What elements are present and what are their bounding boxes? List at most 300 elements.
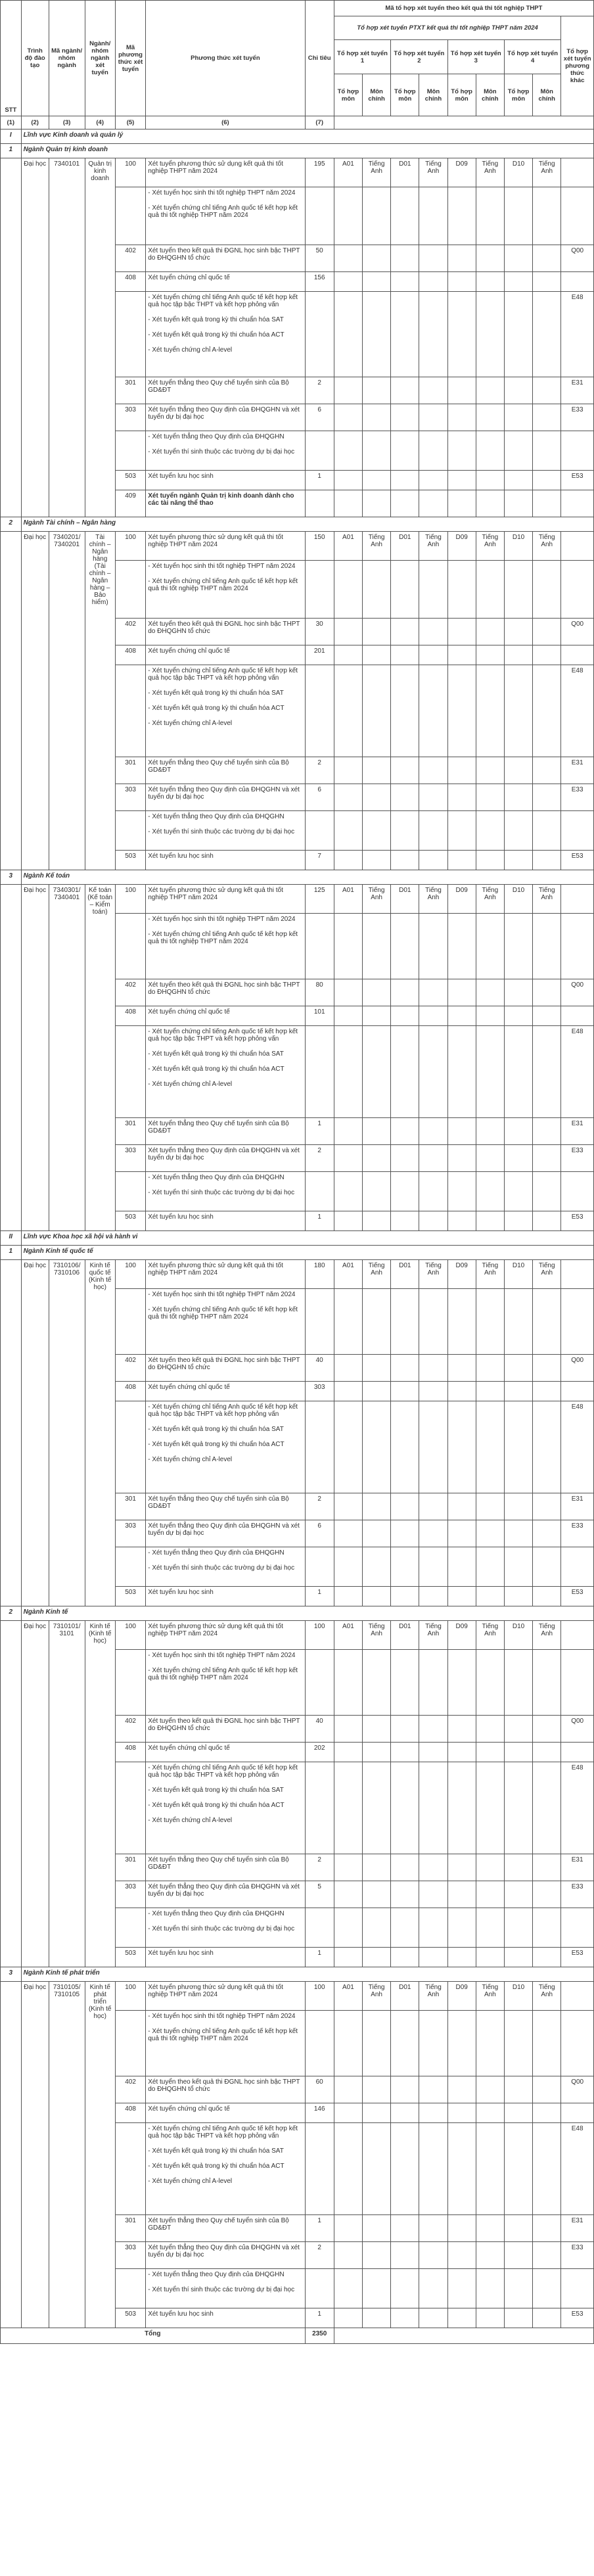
main-subject-cell [533,1743,561,1762]
main-subject-cell [363,1547,391,1587]
main-subject-cell [419,2076,447,2103]
other-combo-cell: E48 [561,1401,594,1493]
method-desc-line: Xét tuyển thẳng theo Quy định của ĐHQGHN và xét tuyển dự bị đại học [148,1522,300,1537]
main-subject-cell: Tiếng Anh [533,1260,561,1289]
subject-combo-cell [447,2242,476,2269]
main-subject-cell: Tiếng Anh [419,532,447,561]
subject-combo-cell [334,851,362,870]
main-subject-cell [363,645,391,665]
main-subject-cell [363,1587,391,1606]
subject-combo-cell: A01 [334,885,362,914]
method-desc-line: Xét tuyển phương thức sử dụng kết quả thi tốt nghiệp THPT năm 2024 [148,887,283,901]
subject-combo-cell [447,1289,476,1355]
method-desc-cell [146,1211,305,1231]
subject-combo-cell [391,1948,419,1967]
quota-cell [305,1289,334,1355]
method-code-cell: 303 [115,1145,145,1172]
subject-combo-cell [504,665,532,757]
main-subject-cell [363,1650,391,1716]
main-subject-cell [363,292,391,377]
method-desc-line: - Xét tuyển chứng chỉ A-level [148,1081,233,1088]
main-subject-cell [476,1401,504,1493]
method-desc-line: - Xét tuyển thẳng theo Quy định của ĐHQGHN [148,433,285,440]
major-row [1,1606,594,1621]
subject-combo-cell [504,619,532,645]
quota-cell: 7 [305,851,334,870]
method-code-cell: 402 [115,245,145,272]
quota-cell [305,1650,334,1716]
subject-combo-cell [334,1172,362,1211]
main-subject-cell [419,2308,447,2328]
subject-combo-cell [391,979,419,1006]
subject-combo-cell [447,784,476,811]
subject-combo-cell: D10 [504,1260,532,1289]
main-subject-cell [419,979,447,1006]
method-code-cell: 408 [115,2103,145,2123]
stt-cell [1,532,22,870]
main-subject-cell [533,561,561,619]
main-subject-cell [476,292,504,377]
subject-combo-cell [447,757,476,784]
total-value: 2350 [305,2328,334,2344]
subject-combo-cell [447,404,476,431]
subject-combo-cell [504,851,532,870]
main-subject-header: Môn chính [363,74,391,116]
subject-combo-cell [391,1382,419,1401]
method-desc-line: - Xét tuyển học sinh thi tốt nghiệp THPT năm 2024 [148,1291,296,1298]
other-combo-cell [561,272,594,292]
subject-combo-cell [504,1172,532,1211]
main-subject-cell [533,1118,561,1145]
subject-combo-cell: A01 [334,532,362,561]
method-desc-line: - Xét tuyển kết quả trong kỳ thi chuẩn hóa SAT [148,2147,284,2155]
method-desc-cell [146,885,305,914]
subject-combo-cell [504,2123,532,2215]
index-cell: (5) [115,116,145,129]
main-subject-header: Môn chính [533,74,561,116]
method-desc-cell [146,532,305,561]
main-subject-cell: Tiếng Anh [533,885,561,914]
main-subject-cell [419,645,447,665]
main-subject-cell [533,1493,561,1520]
index-cell: (2) [21,116,49,129]
method-code-cell: 409 [115,490,145,517]
main-subject-cell [533,979,561,1006]
method-code-cell: 303 [115,404,145,431]
method-code-cell: 402 [115,619,145,645]
subject-combo-cell [504,645,532,665]
method-desc-cell [146,1948,305,1967]
group-subtitle: Tổ hợp xét tuyển PTXT kết quả thi tốt nghiệp THPT năm 2024 [334,16,561,40]
main-subject-cell [533,2242,561,2269]
method-code-cell: 301 [115,1493,145,1520]
main-subject-cell [476,1881,504,1908]
other-combo-cell: E53 [561,1211,594,1231]
subject-combo-cell [334,1118,362,1145]
subject-combo-cell [504,1881,532,1908]
method-desc-cell [146,1355,305,1382]
main-subject-cell [363,431,391,471]
main-subject-cell [476,1118,504,1145]
main-subject-cell [533,431,561,471]
index-cell: (7) [305,116,334,129]
method-desc-cell [146,292,305,377]
major-code-cell: 7340101 [49,158,85,517]
quota-cell: 1 [305,2215,334,2242]
subject-combo-header: Tổ hợp môn [447,74,476,116]
major-name: Ngành Kế toán [21,870,593,885]
main-subject-cell [363,245,391,272]
subject-combo-cell [447,1881,476,1908]
subject-combo-cell [334,665,362,757]
col-major: Ngành/ nhóm ngành xét tuyển [85,1,115,116]
quota-cell: 2 [305,1145,334,1172]
subject-combo-cell [334,2076,362,2103]
method-code-cell: 100 [115,158,145,187]
main-subject-cell [533,1547,561,1587]
main-subject-cell [533,619,561,645]
method-desc-cell [146,619,305,645]
main-subject-cell: Tiếng Anh [363,158,391,187]
quota-cell: 1 [305,471,334,490]
subject-combo-cell [504,1743,532,1762]
subject-combo-cell [504,404,532,431]
col-major-code: Mã ngành/ nhóm ngành [49,1,85,116]
main-subject-cell: Tiếng Anh [419,1260,447,1289]
major-label-cell: Kế toán (Kế toán – Kiểm toán) [85,885,115,1231]
subject-combo-cell [447,811,476,851]
method-desc-line: - Xét tuyển kết quả trong kỳ thi chuẩn hóa ACT [148,2163,285,2170]
main-subject-cell [419,1172,447,1211]
other-combo-cell: E53 [561,471,594,490]
other-combo-cell [561,1908,594,1948]
major-number: 3 [1,870,22,885]
major-row [1,1246,594,1260]
other-combo-cell [561,1547,594,1587]
subject-combo-cell [504,757,532,784]
quota-cell: 1 [305,2308,334,2328]
main-subject-cell [533,2215,561,2242]
main-subject-cell [476,1716,504,1743]
subject-combo-cell [391,1650,419,1716]
subject-combo-cell [447,245,476,272]
major-number: 2 [1,517,22,532]
method-desc-line: Xét tuyển theo kết quả thi ĐGNL học sinh bậc THPT do ĐHQGHN tổ chức [148,981,300,996]
main-subject-cell [476,851,504,870]
subject-combo-cell: A01 [334,1982,362,2011]
main-subject-cell [419,1355,447,1382]
other-combo-cell: E53 [561,2308,594,2328]
subject-combo-cell [334,1289,362,1355]
subject-combo-cell [391,811,419,851]
subject-combo-cell [447,1382,476,1401]
quota-cell: 1 [305,1211,334,1231]
main-subject-cell: Tiếng Anh [476,1982,504,2011]
method-desc-line: - Xét tuyển thí sinh thuộc các trường dự bị đại học [148,1564,295,1572]
method-desc-line: Xét tuyển chứng chỉ quốc tế [148,1384,230,1391]
subject-combo-cell [391,1587,419,1606]
subject-combo-cell [334,2215,362,2242]
subject-combo-cell [391,1401,419,1493]
quota-cell: 6 [305,1520,334,1547]
main-subject-cell [533,2103,561,2123]
field-row [1,129,594,144]
method-desc-cell [146,1908,305,1948]
method-code-cell: 303 [115,2242,145,2269]
stt-cell [1,1982,22,2328]
main-subject-cell [419,1493,447,1520]
subject-combo-cell [504,1854,532,1881]
main-subject-cell [419,1650,447,1716]
subject-combo-cell [334,561,362,619]
subject-combo-cell [334,2308,362,2328]
main-subject-cell [363,1355,391,1382]
major-label-cell: Kinh tế phát triển (Kinh tế học) [85,1982,115,2328]
main-subject-cell [363,1118,391,1145]
subject-combo-cell [447,1401,476,1493]
method-code-cell: 408 [115,645,145,665]
main-subject-cell [476,1520,504,1547]
method-desc-cell [146,1587,305,1606]
subject-combo-cell: D01 [391,532,419,561]
main-subject-cell [419,757,447,784]
subject-combo-cell [391,292,419,377]
main-subject-cell [476,1493,504,1520]
main-subject-cell [476,490,504,517]
method-code-cell: 408 [115,1743,145,1762]
main-subject-cell [419,2215,447,2242]
subject-combo-cell [391,1211,419,1231]
method-desc-cell [146,1145,305,1172]
method-desc-line: - Xét tuyển thẳng theo Quy định của ĐHQGHN [148,1910,285,1917]
subject-combo-cell [334,2103,362,2123]
col-method-code: Mã phương thức xét tuyển [115,1,145,116]
other-combo-cell: E33 [561,1520,594,1547]
main-subject-cell [533,1382,561,1401]
major-name: Ngành Kinh tế quốc tế [21,1246,593,1260]
main-subject-cell [533,471,561,490]
method-desc-cell [146,2242,305,2269]
subject-combo-cell [504,784,532,811]
subject-combo-cell: A01 [334,158,362,187]
quota-cell: 1 [305,1587,334,1606]
field-row [1,1231,594,1246]
subject-combo-cell [334,1881,362,1908]
method-desc-line: Xét tuyển phương thức sử dụng kết quả thi tốt nghiệp THPT năm 2024 [148,1984,283,1998]
main-subject-cell [419,1382,447,1401]
main-subject-cell [363,2011,391,2076]
subject-combo-cell [447,377,476,404]
subject-combo-cell [447,1716,476,1743]
method-code-cell: 503 [115,1948,145,1967]
quota-cell: 2 [305,377,334,404]
major-code-cell: 7340301/ 7340401 [49,885,85,1231]
subject-combo-cell: D10 [504,1621,532,1650]
method-desc-line: Xét tuyển thẳng theo Quy định của ĐHQGHN và xét tuyển dự bị đại học [148,2244,300,2259]
quota-cell: 1 [305,1118,334,1145]
main-subject-cell [476,561,504,619]
main-subject-cell: Tiếng Anh [476,1260,504,1289]
other-combo-cell [561,431,594,471]
subject-combo-cell [334,1650,362,1716]
quota-cell [305,811,334,851]
subject-combo-cell [504,1211,532,1231]
main-subject-cell [476,1743,504,1762]
main-subject-cell [476,272,504,292]
main-subject-cell [363,561,391,619]
subject-combo-cell [334,377,362,404]
subject-combo-cell [334,1547,362,1587]
method-code-cell [115,1289,145,1355]
main-subject-cell [363,2242,391,2269]
subject-combo-cell [334,1762,362,1854]
method-row [1,1982,594,2011]
main-subject-cell [476,1145,504,1172]
subject-combo-cell [504,2242,532,2269]
subject-combo-cell [504,471,532,490]
method-desc-line: Xét tuyển phương thức sử dụng kết quả thi tốt nghiệp THPT năm 2024 [148,534,283,548]
subject-combo-cell [334,1520,362,1547]
subject-combo-cell [334,1026,362,1118]
method-desc-line: Xét tuyển theo kết quả thi ĐGNL học sinh bậc THPT do ĐHQGHN tổ chức [148,2078,300,2093]
quota-cell [305,292,334,377]
subject-combo-cell: D01 [391,1982,419,2011]
main-subject-cell [363,1382,391,1401]
method-desc-line: - Xét tuyển chứng chỉ tiếng Anh quốc tế kết hợp kết quả thi tốt nghiệp THPT năm 2024 [148,2028,298,2042]
subject-combo-cell [447,1547,476,1587]
subject-combo-cell [447,2123,476,2215]
subject-combo-cell [447,2269,476,2308]
field-number: I [1,129,22,144]
level-cell: Đại học [21,532,49,870]
method-code-cell: 503 [115,1587,145,1606]
method-desc-cell [146,1982,305,2011]
other-combo-cell: Q00 [561,1355,594,1382]
method-desc-cell [146,2215,305,2242]
main-subject-cell [419,1211,447,1231]
subject-combo-cell [504,245,532,272]
method-code-cell: 402 [115,979,145,1006]
subject-combo-header: Tổ hợp môn [391,74,419,116]
total-label: Tổng [1,2328,306,2344]
major-row [1,870,594,885]
subject-combo-cell [391,757,419,784]
method-desc-line: Xét tuyển thẳng theo Quy chế tuyển sinh của Bộ GD&ĐT [148,759,289,774]
subject-combo-cell [447,1650,476,1716]
method-code-cell [115,1401,145,1493]
other-combo-cell [561,2011,594,2076]
subject-combo-cell [391,272,419,292]
method-code-cell: 303 [115,1881,145,1908]
main-subject-cell: Tiếng Anh [419,1621,447,1650]
main-subject-cell: Tiếng Anh [363,1260,391,1289]
method-desc-cell [146,1172,305,1211]
subject-combo-cell [391,187,419,245]
main-subject-cell: Tiếng Anh [419,158,447,187]
subject-combo-cell [391,2076,419,2103]
method-desc-line: Xét tuyển chứng chỉ quốc tế [148,2105,230,2113]
main-subject-cell [419,665,447,757]
method-desc-line: - Xét tuyển chứng chỉ tiếng Anh quốc tế kết hợp kết quả thi tốt nghiệp THPT năm 2024 [148,931,298,945]
main-subject-cell: Tiếng Anh [419,1982,447,2011]
method-desc-line: - Xét tuyển chứng chỉ A-level [148,720,233,727]
subject-combo-cell [334,292,362,377]
method-desc-line: - Xét tuyển chứng chỉ tiếng Anh quốc tế kết hợp kết quả học tập bậc THPT và kết hợp phỏng vấn [148,667,298,682]
method-code-cell: 408 [115,1382,145,1401]
method-code-cell: 301 [115,1118,145,1145]
method-desc-line: - Xét tuyển kết quả trong kỳ thi chuẩn hóa ACT [148,1066,285,1073]
subject-combo-cell [391,404,419,431]
subject-combo-cell: D09 [447,532,476,561]
subject-combo-cell [391,1145,419,1172]
main-subject-cell [533,404,561,431]
method-desc-line: Xét tuyển lưu học sinh [148,2310,214,2318]
subject-combo-cell [334,272,362,292]
other-combo-cell [561,561,594,619]
other-combo-cell [561,811,594,851]
main-subject-cell [363,1145,391,1172]
method-desc-cell [146,1854,305,1881]
method-desc-line: - Xét tuyển chứng chỉ tiếng Anh quốc tế kết hợp kết quả học tập bậc THPT và kết hợp phỏng vấn [148,2125,298,2140]
level-cell: Đại học [21,1260,49,1606]
method-desc-line: - Xét tuyển chứng chỉ A-level [148,2178,233,2185]
main-subject-cell [363,471,391,490]
subject-combo-cell [391,245,419,272]
main-subject-cell [533,2123,561,2215]
method-desc-cell [146,784,305,811]
other-combo-cell [561,885,594,914]
subject-combo-cell [504,1382,532,1401]
other-combo-cell [561,158,594,187]
quota-cell [305,914,334,979]
method-code-cell [115,561,145,619]
index-cell: (3) [49,116,85,129]
subject-combo-cell [447,1211,476,1231]
subject-combo-cell [391,1743,419,1762]
quota-cell: 2 [305,1854,334,1881]
main-subject-cell [533,757,561,784]
method-desc-line: - Xét tuyển thí sinh thuộc các trường dự bị đại học [148,448,295,456]
subject-combo-cell: D09 [447,1982,476,2011]
subject-combo-cell [447,471,476,490]
subject-combo-cell [391,851,419,870]
subject-combo-cell [504,1289,532,1355]
method-code-cell: 100 [115,1260,145,1289]
subject-combo-cell [447,1118,476,1145]
main-subject-cell [419,1006,447,1026]
col-other: Tổ hợp xét tuyển phương thức khác [561,16,594,116]
method-desc-cell [146,1762,305,1854]
main-subject-cell [533,914,561,979]
subject-combo-cell [334,1948,362,1967]
main-subject-cell [476,187,504,245]
table-body [1,129,594,2344]
other-combo-cell [561,645,594,665]
method-desc-cell [146,1493,305,1520]
quota-cell [305,2123,334,2215]
col-quota: Chỉ tiêu [305,1,334,116]
major-name: Ngành Kinh tế [21,1606,593,1621]
subject-combo-cell: D01 [391,158,419,187]
method-desc-cell [146,1260,305,1289]
method-desc-cell [146,187,305,245]
subject-combo-cell [447,187,476,245]
main-subject-cell [419,1401,447,1493]
quota-cell [305,1908,334,1948]
method-code-cell: 301 [115,757,145,784]
main-subject-cell [419,2269,447,2308]
other-combo-cell: E53 [561,1587,594,1606]
